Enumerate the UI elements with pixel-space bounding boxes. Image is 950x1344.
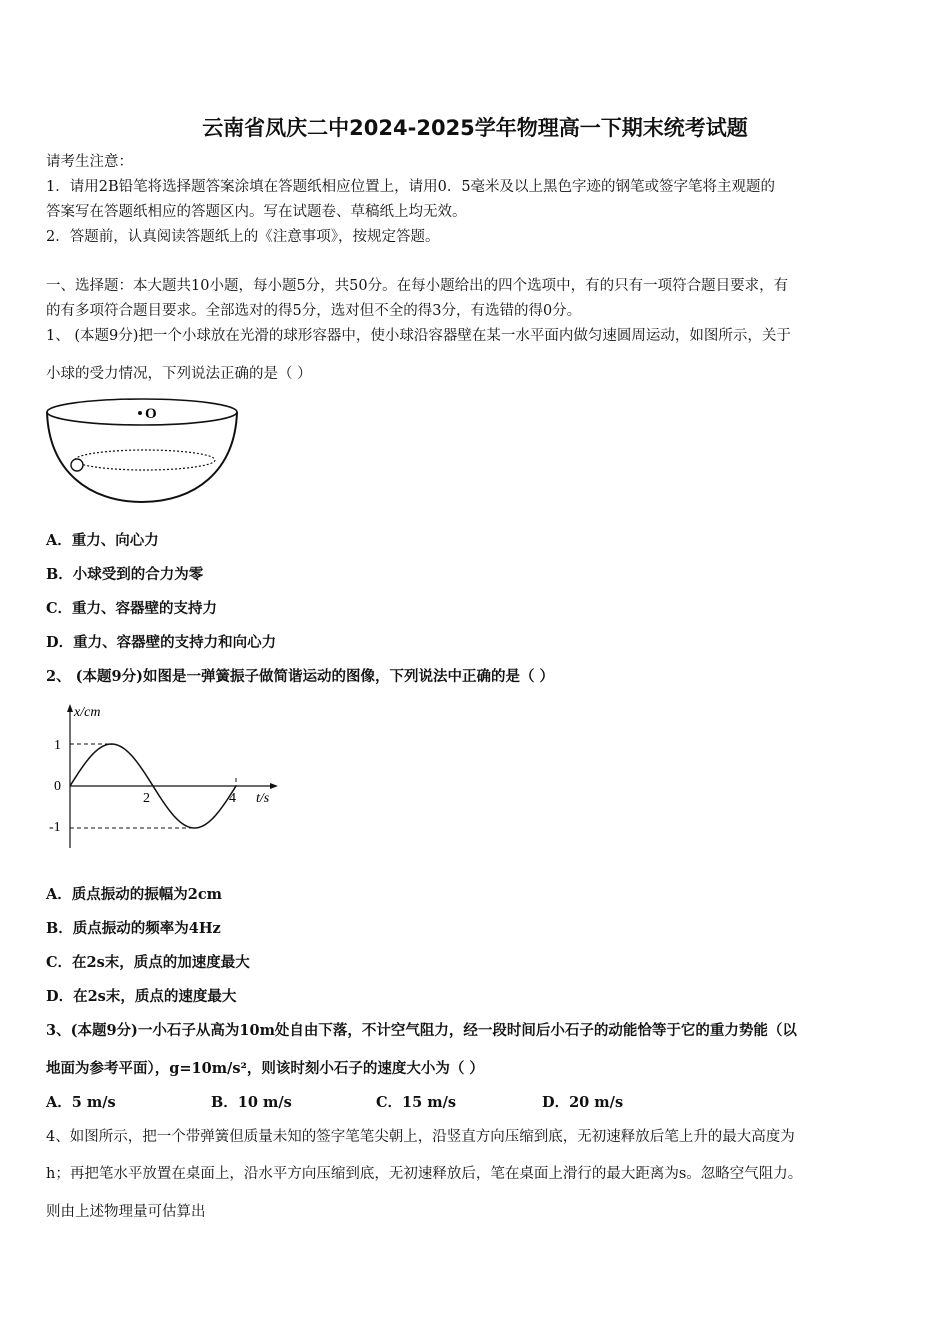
q4-stem-line-1: 4、如图所示，把一个带弹簧但质量未知的签字笔笔尖朝上，沿竖直方向压缩到底，无初速释放后笔上升的最大高度为 (46, 1129, 795, 1145)
x-tick-end: 4 (229, 791, 236, 806)
q1-stem-line-2: 小球的受力情况，下列说法正确的是（ ） (46, 366, 312, 382)
center-point (138, 411, 142, 415)
ball (71, 459, 83, 471)
section-intro-line-2: 的有多项符合题目要求。全部选对的得5分，选对但不全的得3分，有选错的得0分。 (46, 303, 582, 319)
notice-line-1: 1．请用2B铅笔将选择题答案涂填在答题纸相应位置上，请用0．5毫米及以上黑色字迹的钢笔或签字笔将主观题的 (46, 179, 776, 195)
x-axis-label: t/s (256, 791, 270, 806)
y-axis-label: x/cm (74, 705, 101, 720)
q3-stem-line-2: 地面为参考平面），g=10m/s²，则该时刻小石子的速度大小为（ ） (46, 1060, 484, 1077)
section-intro-line-1: 一、选择题：本大题共10小题，每小题5分，共50分。在每小题给出的四个选项中，有的只有一项符合题目要求，有 (46, 278, 789, 294)
q3-stem-line-1: 3、(本题9分)一小石子从高为10m处自由下落，不计空气阻力，经一段时间后小石子的动能恰等于它的重力势能（以 (46, 1022, 797, 1039)
q3-option-d[interactable]: D．20 m/s (542, 1094, 624, 1111)
q2-option-c[interactable]: C．在2s末，质点的加速度最大 (46, 954, 250, 971)
q1-option-c[interactable]: C．重力、容器壁的支持力 (46, 600, 218, 617)
notice-line-3: 2．答题前，认真阅读答题纸上的《注意事项》，按规定答题。 (46, 229, 440, 245)
q1-stem-line-1: 1、 (本题9分)把一个小球放在光滑的球形容器中，使小球沿容器壁在某一水平面内做匀速圆周运动，如图所示，关于 (46, 328, 791, 344)
q1-option-d[interactable]: D．重力、容器壁的支持力和向心力 (46, 634, 277, 651)
q3-option-b[interactable]: B．10 m/s (211, 1094, 292, 1111)
x-tick-mid: 2 (143, 791, 150, 806)
q1-option-b[interactable]: B．小球受到的合力为零 (46, 566, 204, 583)
q2-option-d[interactable]: D．在2s末，质点的速度最大 (46, 988, 237, 1005)
y-tick-bottom: -1 (49, 820, 61, 835)
q2-option-b[interactable]: B．质点振动的频率为4Hz (46, 920, 221, 937)
page-title: 云南省凤庆二中2024-2025学年物理高一下期末统考试题 (202, 116, 748, 140)
x-axis-arrow (270, 783, 278, 789)
q2-shm-graph (44, 698, 284, 858)
origin-label: 0 (54, 779, 61, 794)
q4-stem-line-2: h；再把笔水平放置在桌面上，沿水平方向压缩到底，无初速释放后，笔在桌面上滑行的最大距离为s。忽略空气阻力。 (46, 1166, 803, 1182)
q1-option-a[interactable]: A．重力、向心力 (46, 532, 159, 549)
q2-stem-line-1: 2、 (本题9分)如图是一弹簧振子做简谐运动的图像，下列说法中正确的是（ ） (46, 668, 554, 685)
center-label: O (145, 406, 157, 422)
notice-heading: 请考生注意： (46, 154, 133, 170)
q3-option-c[interactable]: C．15 m/s (376, 1094, 457, 1111)
y-axis-arrow (67, 704, 73, 712)
q2-option-a[interactable]: A．质点振动的振幅为2cm (46, 886, 223, 903)
q1-bowl-figure (44, 396, 244, 508)
notice-line-2: 答案写在答题纸相应的答题区内。写在试题卷、草稿纸上均无效。 (46, 204, 467, 220)
y-tick-top: 1 (54, 738, 61, 753)
ball-orbit (75, 450, 215, 470)
q3-option-a[interactable]: A．5 m/s (46, 1094, 116, 1111)
bowl-rim (47, 399, 237, 425)
q4-stem-line-3: 则由上述物理量可估算出 (46, 1204, 206, 1220)
